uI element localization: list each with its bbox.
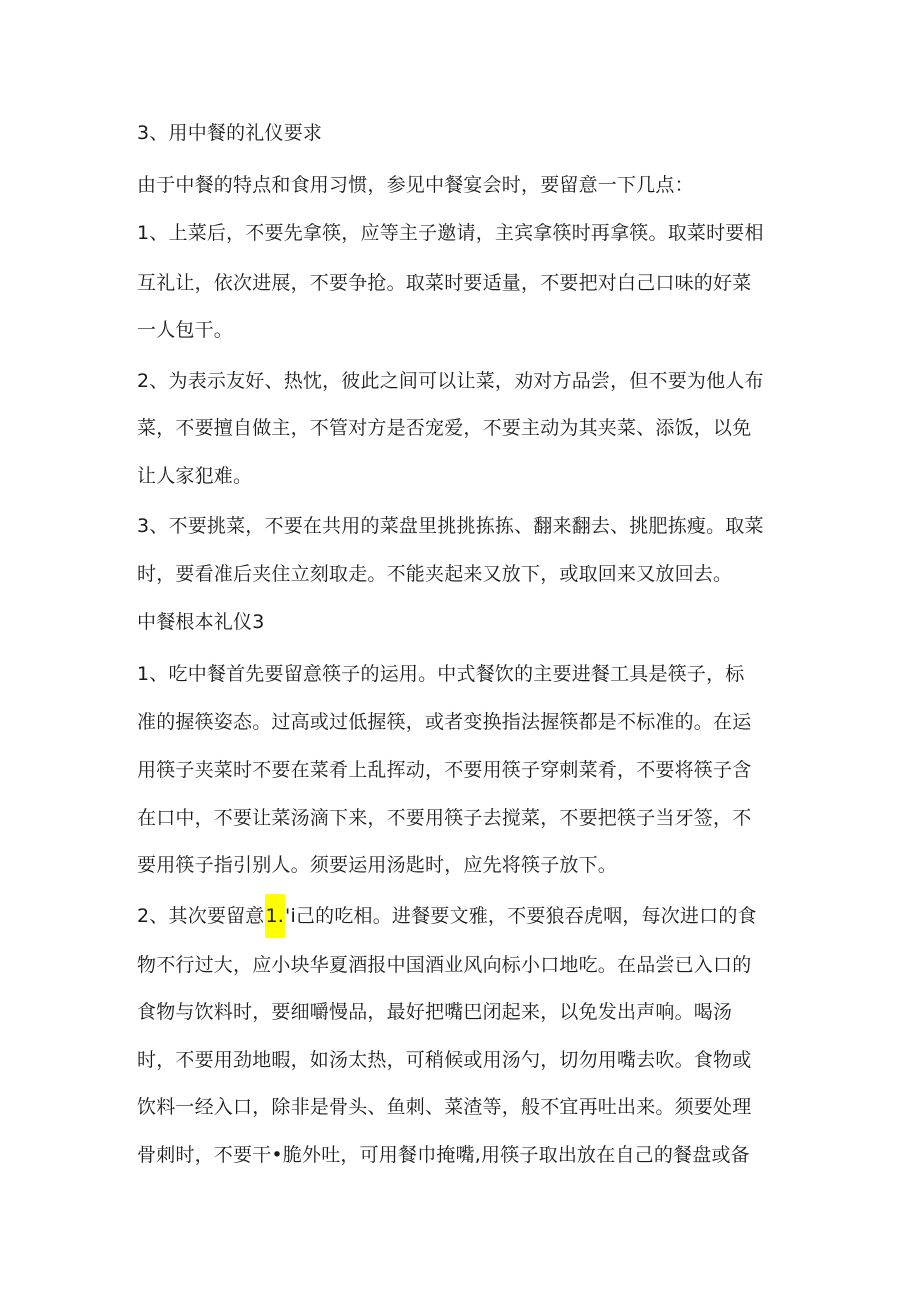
item1-line: 1、上菜后，不要先拿筷，应等主子邀请，主宾拿筷时再拿筷。取菜时要相	[137, 222, 764, 244]
item2-line: 2、为表示友好、热忱，彼此之间可以让菜，劝对方品尝，但不要为他人布	[137, 370, 764, 392]
item2-line: 菜，不要擅自做主，不管对方是否宠爱，不要主动为其夹菜、添饭，以免	[137, 417, 752, 439]
para1-line: 用筷子夹菜时不要在菜肴上乱挥动，不要用筷子穿刺菜肴，不要将筷子含	[137, 759, 752, 781]
item3-line: 3、不要挑菜，不要在共用的菜盘里挑挑拣拣、翻来翻去、挑肥拣瘦。取菜	[137, 515, 764, 537]
subtitle: 中餐根本礼仪3	[137, 611, 265, 633]
para2-line: 饮料一经入口，除非是骨头、鱼刺、菜渣等，般不宜再吐出来。须要处理	[137, 1096, 752, 1118]
item1-line: 一人包干。	[137, 319, 234, 341]
item2-line: 让人家犯难。	[137, 465, 253, 487]
para2-text: 'i己的吃相。进餐要文雅，不要狼吞虎咽，每次进口的食	[285, 905, 757, 927]
para1-line: 1、吃中餐首先要留意筷子的运用。中式餐饮的主要进餐工具是筷子，标	[137, 663, 745, 685]
para2-line	[137, 904, 757, 928]
intro-paragraph: 由于中餐的特点和食用习惯，参见中餐宴会时，要留意一下几点：	[137, 174, 694, 196]
para2-line: 物不行过大，应小块华夏酒报中国酒业风向标小口地吃。在品尝已入口的	[137, 954, 752, 976]
para1-line: 要用筷子指引别人。须要运用汤匙时，应先将筷子放下。	[137, 854, 618, 876]
para1-line: 准的握筷姿态。过高或过低握筷，或者变换指法握筷都是不标准的。在运	[137, 711, 752, 733]
highlighted-text: 1.	[265, 894, 286, 938]
section-title: 3、用中餐的礼仪要求	[137, 122, 323, 144]
item3-line: 时，要看准后夹住立刻取走。不能夹起来又放下，或取回来又放回去。	[137, 563, 733, 585]
para2-line: 骨刺时，不要干•脆外吐，可用餐巾掩嘴,用筷子取出放在自己的餐盘或备	[137, 1144, 750, 1166]
para2-line: 时，不要用劲地暇，如汤太热，可稍候或用汤勺，切勿用嘴去吹。食物或	[137, 1049, 752, 1071]
para2-line: 食物与饮料时，要细嚼慢品，最好把嘴巴闭起来，以免发出声响。喝汤	[137, 1001, 733, 1023]
item1-line: 互礼让，依次进展，不要争抢。取菜时要适量，不要把对白己口味的好菜	[137, 272, 752, 294]
para1-line: 在口中，不要让菜汤滴下来，不要用筷子去搅菜，不要把筷子当牙签，不	[137, 807, 752, 829]
para2-text: 2、其次要留意	[137, 905, 265, 927]
